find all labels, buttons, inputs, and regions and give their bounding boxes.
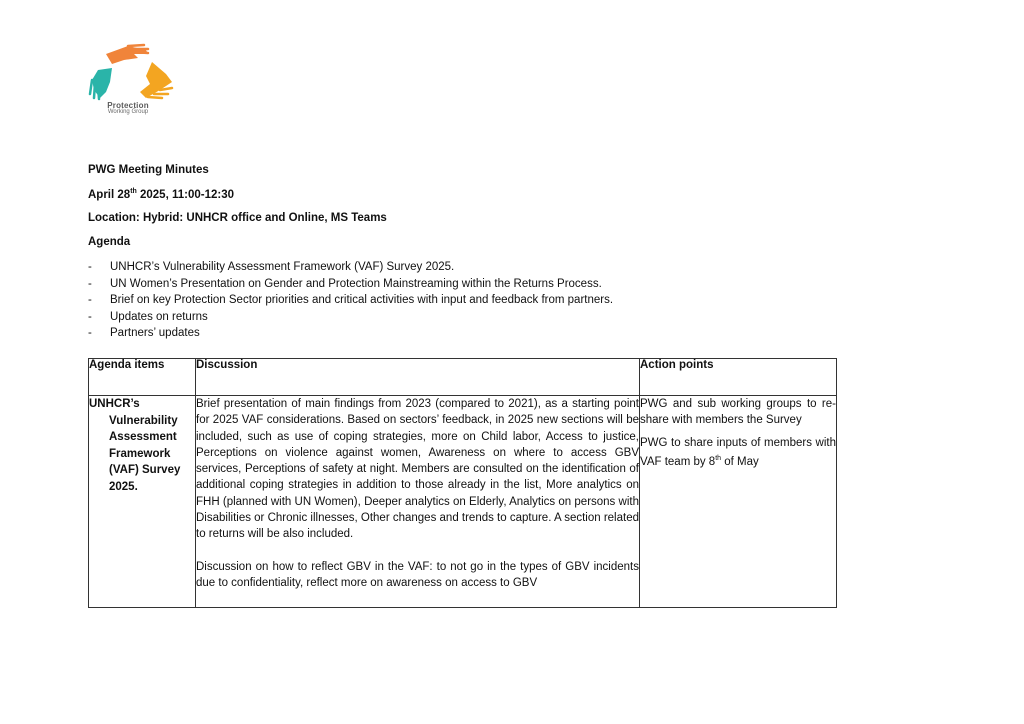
table-header-row — [89, 359, 837, 396]
agenda-item-first: UNHCR’s — [89, 398, 140, 410]
meeting-location: Location: Hybrid: UNHCR office and Online, MS Teams — [88, 212, 387, 224]
discussion-paragraph: Brief presentation of main findings from 2023 (compared to 2021), as a starting point for 2025 VAF considerations. Based on sectors’ feedback, in 2025 new sections will be included, such as use of coping strategies, more on Child labor, Access to justice, Perceptions on violence against women, Awareness on where to access GBV services, Perceptions of safety at night. Members are consulted on the identification of additional coping strategies in addition to those already in the list, More analytics on FHH (planned with UN Women), Deeper analytics on Elderly, Analytics on persons with Disabilities or Chronic illnesses, Other changes and trends to capture. A section related to returns will be also included. — [196, 398, 639, 541]
discussion-cell — [196, 396, 640, 608]
meeting-date — [88, 188, 234, 201]
minutes-table — [88, 358, 837, 608]
agenda-item: - Partners’ updates — [88, 325, 613, 342]
date-sup: th — [130, 188, 137, 195]
logo-caption — [90, 101, 166, 115]
logo-line1: Protection — [107, 101, 149, 110]
header-action-points: Action points — [640, 359, 837, 396]
agenda-item-cell — [89, 396, 196, 608]
orange-hand-fingers — [128, 45, 148, 53]
agenda-item-rest: Vulnerability Assessment Framework (VAF) Survey 2025. — [109, 414, 181, 493]
action-point-text: PWG to share inputs of members with VAF team by 8 — [640, 436, 836, 468]
agenda-list — [88, 259, 613, 342]
agenda-item: - UNHCR’s Vulnerability Assessment Framework (VAF) Survey 2025. — [88, 259, 613, 276]
date-suffix: 2025, 11:00-12:30 — [136, 188, 234, 201]
action-points-cell — [640, 396, 837, 608]
discussion-paragraph: Discussion on how to reflect GBV in the VAF: to not go in the types of GBV incidents due to confidentiality, reflect more on awareness on access to GBV — [196, 560, 639, 589]
agenda-item: - Updates on returns — [88, 309, 613, 326]
agenda-heading: Agenda — [88, 236, 131, 248]
gold-hand-shape — [140, 62, 172, 98]
action-point-sup: th — [715, 454, 722, 462]
table-row — [89, 396, 837, 608]
date-prefix: April 28 — [88, 188, 131, 201]
action-point-text-end: of May — [721, 455, 759, 468]
header-agenda-items: Agenda items — [89, 359, 196, 396]
action-point: PWG and sub working groups to re-share with members the Survey — [640, 398, 836, 427]
action-point — [640, 435, 836, 470]
logo-line2: Working Group — [107, 109, 149, 115]
agenda-item: - UN Women’s Presentation on Gender and Protection Mainstreaming within the Returns Process. — [88, 276, 613, 293]
header-discussion: Discussion — [196, 359, 640, 396]
document-title: PWG Meeting Minutes — [88, 164, 209, 176]
agenda-item: - Brief on key Protection Sector priorities and critical activities with input and feedback from partners. — [88, 292, 613, 309]
